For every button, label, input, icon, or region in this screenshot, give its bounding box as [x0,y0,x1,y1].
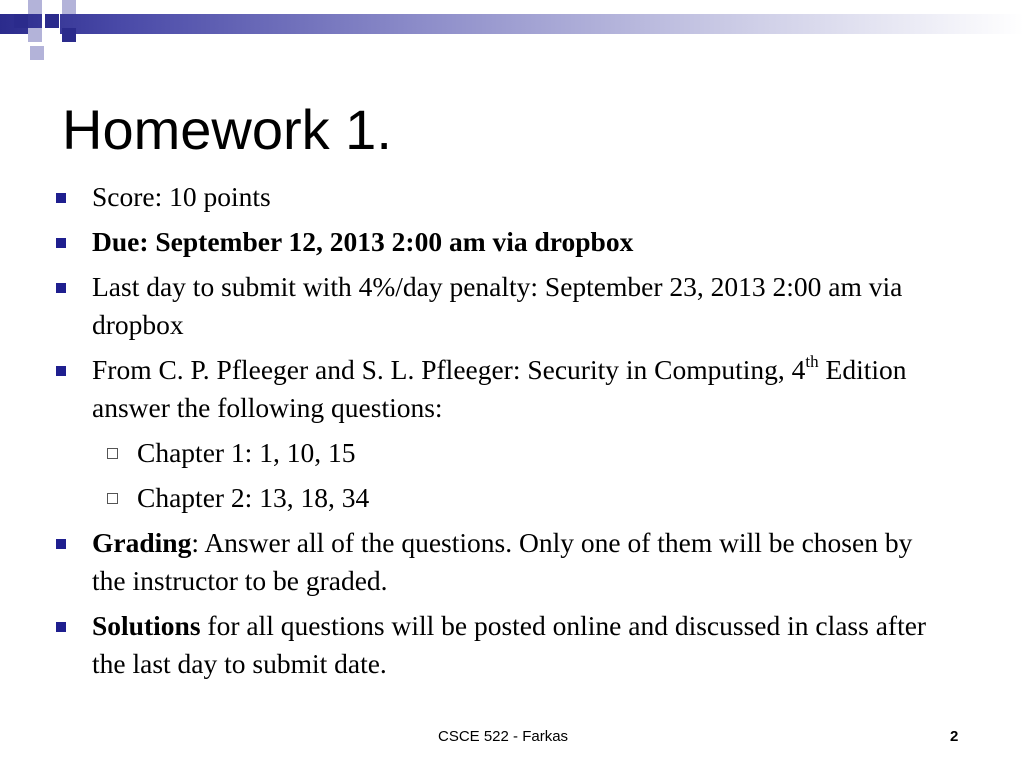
item-text: Due: September 12, 2013 2:00 am via dropbox [92,226,634,257]
hollow-square-bullet-icon [107,448,118,459]
list-item [0,351,1024,427]
sub-item-text: Chapter 2: 13, 18, 34 [137,482,370,513]
decor-square [62,0,76,14]
sub-item-text: Chapter 1: 1, 10, 15 [137,437,356,468]
item-text: : Answer all of the questions. Only one of them will be chosen by the instructor to be graded. [92,527,913,596]
slide-title: Homework 1. [62,98,392,161]
hollow-square-bullet-icon [107,493,118,504]
square-bullet-icon [56,622,66,632]
list-item [0,268,1024,344]
decor-square [45,14,59,28]
item-text: Score: 10 points [92,181,271,212]
item-text: Edition answer the following questions: [92,354,907,423]
item-superscript: th [805,351,819,371]
list-item [0,178,1024,216]
square-bullet-icon [56,238,66,248]
square-bullet-icon [56,193,66,203]
decor-square [30,46,44,60]
bullet-list [0,178,1024,690]
item-text: Last day to submit with 4%/day penalty: September 23, 2013 2:00 am via dropbox [92,271,903,340]
footer-text: CSCE 522 - Farkas [438,728,569,745]
list-item [0,607,1024,683]
decor-square [28,0,42,14]
decor-square [62,28,76,42]
decor-square [14,14,28,28]
list-item [0,223,1024,261]
sub-list-item [0,434,1024,472]
page-number: 2 [950,728,959,745]
header-gradient-band [0,14,1024,34]
item-text: From C. P. Pfleeger and S. L. Pfleeger: Security in Computing, 4 [92,354,806,385]
list-item [0,524,1024,600]
item-bold-lead: Solutions [92,610,201,641]
square-bullet-icon [56,283,66,293]
square-bullet-icon [56,539,66,549]
square-bullet-icon [56,366,66,376]
decor-square [28,28,42,42]
item-bold-lead: Grading [92,527,192,558]
sub-list-item [0,479,1024,517]
item-text: for all questions will be posted online and discussed in class after the last day to submit date. [92,610,927,679]
